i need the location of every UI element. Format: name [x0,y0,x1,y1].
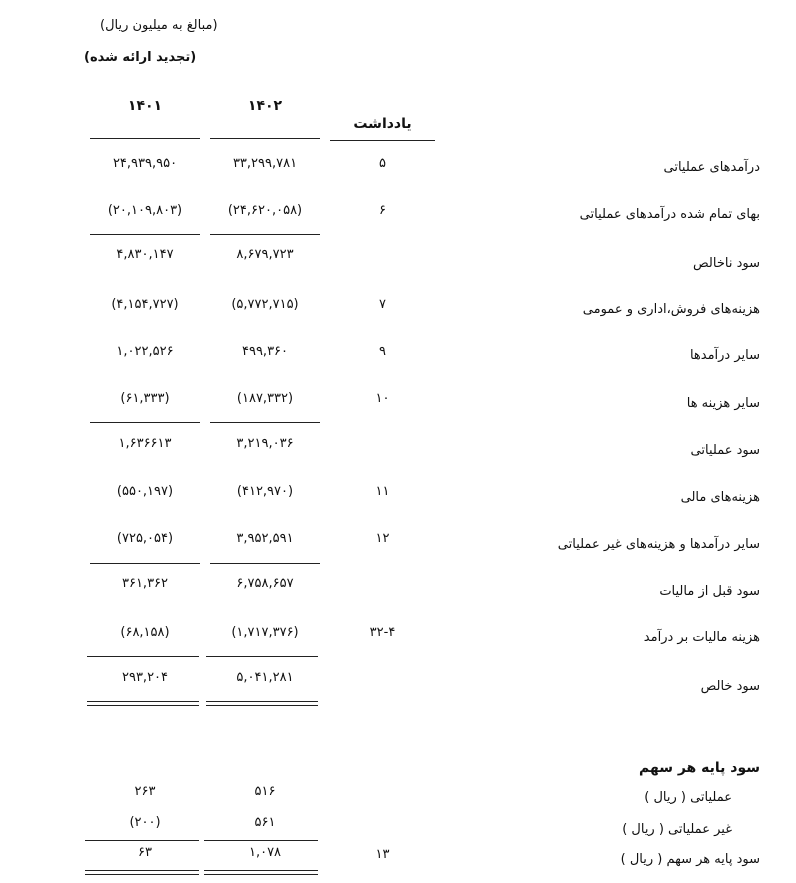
row-value-1401: (۴,۱۵۴,۷۲۷) [111,297,179,312]
eps-label-non-operating: غیر عملیاتی ( ریال ) [622,822,732,837]
row-label: درآمدهای عملیاتی [663,160,760,175]
row-value-1402: ۳,۲۱۹,۰۳۶ [236,436,294,451]
row-value-1401: ۲۴,۹۳۹,۹۵۰ [112,156,178,171]
header-rule-note [330,140,435,141]
column-header-1401: ۱۴۰۱ [127,98,163,114]
row-label: سود عملیاتی [690,443,760,458]
restated-note: (تجدید ارائه شده) [84,50,197,65]
total-double-rule-1401 [87,701,199,706]
eps-value-1401: (۲۰۰) [129,815,161,830]
eps-label-operating: عملیاتی ( ریال ) [644,790,732,805]
row-note: ۹ [379,344,386,359]
row-label: سایر هزینه ها [686,396,760,411]
row-value-1402: ۳۳,۲۹۹,۷۸۱ [232,156,298,171]
eps-label-total: سود پایه هر سهم ( ریال ) [620,852,760,867]
row-value-1402: (۱۸۷,۳۳۲) [236,391,294,406]
row-label: سود قبل از مالیات [659,584,760,599]
subtotal-rule-1402 [210,422,320,423]
row-note: ۶ [379,203,386,218]
row-note: ۷ [379,297,386,312]
row-value-1401: ۴,۸۳۰,۱۴۷ [116,247,174,262]
row-value-1402: ۳,۹۵۲,۵۹۱ [236,531,294,546]
row-note: ۵ [379,156,386,171]
row-label: سایر درآمدها [689,348,760,363]
row-label: بهای تمام شده درآمدهای عملیاتی [579,207,760,222]
subtotal-rule-1401 [87,656,199,657]
eps-value-1401: ۲۶۳ [134,784,156,799]
column-header-1402: ۱۴۰۲ [247,98,283,114]
eps-total-double-rule-1401 [85,870,199,875]
row-value-1402: (۴۱۲,۹۷۰) [236,484,294,499]
subtotal-rule-1402 [210,234,320,235]
row-label: سایر درآمدها و هزینه‌های غیر عملیاتی [557,537,760,552]
row-value-1401: ۱,۰۲۲,۵۲۶ [116,344,174,359]
row-value-1401: ۱,۶۳۶۶۱۳ [118,436,172,451]
row-label: هزینه‌های مالی [680,490,760,505]
row-note: ۳۲-۴ [369,625,396,640]
eps-value-1402: ۵۱۶ [254,784,276,799]
eps-subtotal-rule-1401 [85,840,199,841]
eps-value-1401: ۶۳ [138,845,152,860]
row-value-1402: (۲۴,۶۲۰,۰۵۸) [227,203,303,218]
row-value-1401: (۵۵۰,۱۹۷) [116,484,174,499]
unit-note: (مبالغ به میلیون ریال) [100,18,218,33]
row-value-1401: (۶۱,۳۳۳) [120,391,170,406]
subtotal-rule-1401 [90,422,200,423]
row-value-1401: (۷۲۵,۰۵۴) [116,531,174,546]
row-label: سود ناخالص [693,256,760,271]
eps-title: سود پایه هر سهم [638,760,760,776]
row-value-1402: (۵,۷۷۲,۷۱۵) [231,297,299,312]
row-value-1401: (۲۰,۱۰۹,۸۰۳) [107,203,183,218]
eps-total-double-rule-1402 [204,870,318,875]
eps-value-1402: ۵۶۱ [254,815,276,830]
eps-note: ۱۳ [375,847,390,862]
eps-subtotal-rule-1402 [204,840,318,841]
row-value-1402: ۶,۷۵۸,۶۵۷ [236,576,294,591]
subtotal-rule-1402 [210,563,320,564]
header-rule-1402 [210,138,320,139]
row-label: هزینه‌های فروش،اداری و عمومی [582,302,760,317]
subtotal-rule-1401 [90,563,200,564]
column-header-note: یادداشت [353,116,412,132]
header-rule-1401 [90,138,200,139]
row-label: سود خالص [700,679,760,694]
row-note: ۱۲ [375,531,390,546]
row-value-1401: ۳۶۱,۳۶۲ [121,576,169,591]
subtotal-rule-1402 [206,656,318,657]
total-double-rule-1402 [206,701,318,706]
row-value-1402: (۱,۷۱۷,۳۷۶) [231,625,299,640]
eps-value-1402: ۱,۰۷۸ [248,845,282,860]
subtotal-rule-1401 [90,234,200,235]
row-value-1402: ۸,۶۷۹,۷۲۳ [236,247,294,262]
row-note: ۱۰ [375,391,390,406]
row-note: ۱۱ [375,484,390,499]
row-label: هزینه مالیات بر درآمد [643,630,760,645]
row-value-1401: (۶۸,۱۵۸) [120,625,170,640]
row-value-1401: ۲۹۳,۲۰۴ [121,670,169,685]
row-value-1402: ۵,۰۴۱,۲۸۱ [236,670,294,685]
row-value-1402: ۴۹۹,۳۶۰ [241,344,289,359]
